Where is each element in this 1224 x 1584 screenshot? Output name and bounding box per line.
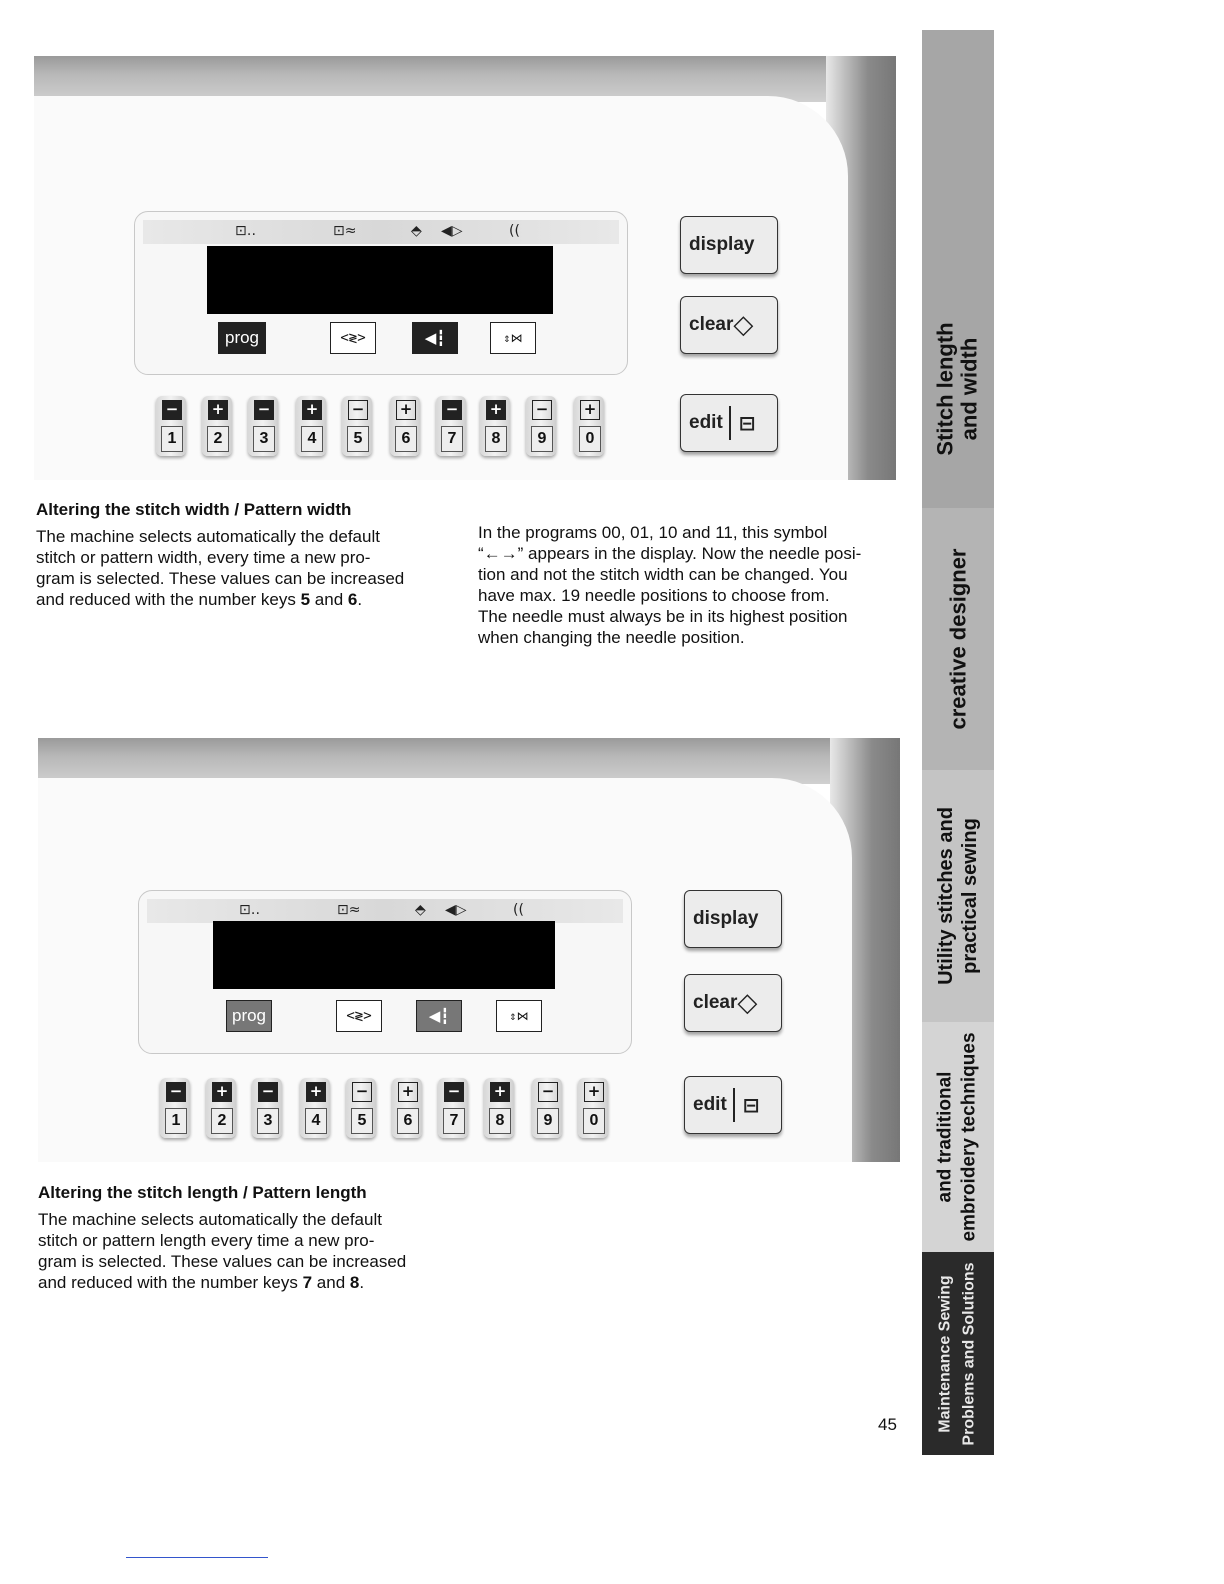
clear-key[interactable]: [680, 296, 778, 354]
clear-arrow-icon: ◇: [737, 988, 758, 1018]
mirror-key[interactable]: [336, 1000, 382, 1032]
control-panel-photo-1: [34, 56, 896, 480]
number-key-label: 5: [347, 426, 369, 452]
text-segment: .: [357, 590, 363, 609]
number-key-2[interactable]: [206, 1078, 236, 1138]
pattern-end-icon: ⇕⋈: [503, 331, 523, 345]
key-reference: 8: [349, 1273, 360, 1292]
edit-key[interactable]: [680, 394, 778, 452]
tab-embroidery-techniques[interactable]: [922, 1022, 994, 1252]
needle-shift-icon: ◀┇: [428, 1007, 450, 1025]
number-key-3[interactable]: [248, 396, 278, 456]
lcd-screen: [213, 921, 555, 989]
display-key[interactable]: [680, 216, 778, 274]
minus-icon: −: [352, 1082, 372, 1102]
number-key-4[interactable]: [300, 1078, 330, 1138]
edit-separator: [733, 1088, 735, 1122]
number-key-5[interactable]: [342, 396, 372, 456]
text-segment: and: [312, 1273, 350, 1292]
plus-icon: +: [584, 1082, 604, 1102]
number-key-0[interactable]: [578, 1078, 608, 1138]
number-key-label: 7: [441, 426, 463, 452]
speed-icon: ((: [509, 223, 520, 239]
needle-position-key[interactable]: [412, 322, 458, 354]
number-key-label: 5: [351, 1108, 373, 1134]
number-key-1[interactable]: [156, 396, 186, 456]
text-segment: and: [310, 590, 348, 609]
chapter-tabs: [922, 30, 994, 1455]
text-segment: .: [359, 1273, 365, 1292]
minus-icon: −: [166, 1082, 186, 1102]
plus-icon: +: [306, 1082, 326, 1102]
number-key-label: 4: [305, 1108, 327, 1134]
minus-icon: −: [444, 1082, 464, 1102]
tab-label-line: and width: [957, 337, 982, 441]
minus-icon: −: [538, 1082, 558, 1102]
number-key-label: 7: [443, 1108, 465, 1134]
tab-label: [946, 549, 970, 730]
tab-label-line: Utility stitches and: [935, 807, 957, 985]
minus-icon: −: [162, 400, 182, 420]
text-line: stitch or pattern width, every time a new pro-: [36, 548, 371, 567]
display-key[interactable]: [684, 890, 782, 948]
plus-icon: +: [302, 400, 322, 420]
number-key-8[interactable]: [480, 396, 510, 456]
lcd-frame: [138, 890, 632, 1054]
number-key-label: 8: [485, 426, 507, 452]
number-key-label: 1: [161, 426, 183, 452]
tab-label-line: Stitch length: [933, 322, 958, 456]
minus-icon: −: [442, 400, 462, 420]
number-key-7[interactable]: [438, 1078, 468, 1138]
text-line: tion and not the stitch width can be changed. You: [478, 565, 848, 584]
number-key-8[interactable]: [484, 1078, 514, 1138]
footer-rule: [126, 1557, 268, 1558]
sewing-machine-icon: ⊟: [742, 1093, 760, 1117]
text-line: The needle must always be in its highest position: [478, 607, 848, 626]
needle-position-icon: ◀▷: [441, 223, 463, 239]
prog-key-label: prog: [231, 1006, 267, 1025]
minus-icon: −: [254, 400, 274, 420]
stitch-width-icon: ⊡≈: [337, 902, 361, 918]
tab-label-line: Problems and Solutions: [961, 1261, 979, 1446]
text-line: when changing the needle position.: [478, 628, 745, 647]
number-key-1[interactable]: [160, 1078, 190, 1138]
needle-position-icon: ◀▷: [445, 902, 467, 918]
text-line: The machine selects automatically the default: [36, 527, 380, 546]
plus-icon: +: [398, 1082, 418, 1102]
number-key-label: 6: [397, 1108, 419, 1134]
number-key-label: 0: [583, 1108, 605, 1134]
edit-key-label: edit: [689, 412, 723, 433]
tab-label-line: and traditional: [935, 1071, 956, 1203]
status-icon-row: [143, 220, 619, 244]
section1-heading: Altering the stitch width / Pattern width: [36, 500, 352, 519]
text-line: gram is selected. These values can be increased: [38, 1252, 407, 1271]
plus-icon: +: [486, 400, 506, 420]
text-line: “←→” appears in the display. Now the needle posi-: [478, 544, 862, 563]
plus-icon: +: [208, 400, 228, 420]
plus-icon: +: [212, 1082, 232, 1102]
lcd-frame: [134, 211, 628, 375]
tab-label-line: creative designer: [945, 548, 971, 730]
stitch-length-icon: ⊡‥: [239, 902, 261, 918]
text-segment: and reduced with the number keys: [38, 1273, 303, 1292]
number-key-4[interactable]: [296, 396, 326, 456]
section2-paragraph: [38, 1209, 458, 1293]
display-key-label: display: [693, 908, 759, 929]
mirror-key[interactable]: [330, 322, 376, 354]
edit-key-label: edit: [693, 1094, 727, 1115]
control-panel-photo-2: [38, 738, 900, 1162]
key-reference: 7: [302, 1273, 313, 1292]
clear-key[interactable]: [684, 974, 782, 1032]
display-key-label: display: [689, 234, 755, 255]
number-key-label: 3: [253, 426, 275, 452]
number-key-label: 2: [207, 426, 229, 452]
status-icon-row: [147, 899, 623, 923]
number-key-7[interactable]: [436, 396, 466, 456]
minus-icon: −: [532, 400, 552, 420]
text-line: In the programs 00, 01, 10 and 11, this symbol: [478, 523, 828, 542]
edit-separator: [729, 406, 731, 440]
sewing-machine-icon: ⊟: [738, 411, 756, 435]
tab-label: [934, 807, 982, 985]
tab-label-line: practical sewing: [959, 818, 981, 974]
text-line: [36, 589, 456, 610]
clear-key-label: clear: [689, 314, 734, 335]
text-line: The machine selects automatically the default: [38, 1210, 382, 1229]
section1-right-paragraph: [478, 522, 908, 648]
edit-key[interactable]: [684, 1076, 782, 1134]
number-key-label: 4: [301, 426, 323, 452]
tab-label-line: embroidery techniques: [959, 1032, 980, 1242]
number-key-label: 3: [257, 1108, 279, 1134]
needle-stop-icon: ⬘: [411, 223, 422, 239]
number-key-9[interactable]: [526, 396, 556, 456]
text-line: [38, 1272, 458, 1293]
clear-key-label: clear: [693, 992, 738, 1013]
number-key-label: 9: [531, 426, 553, 452]
number-key-label: 2: [211, 1108, 233, 1134]
number-key-6[interactable]: [392, 1078, 422, 1138]
tab-label: [934, 322, 982, 455]
number-key-5[interactable]: [346, 1078, 376, 1138]
needle-stop-icon: ⬘: [415, 902, 426, 918]
number-key-2[interactable]: [202, 396, 232, 456]
tab-maintenance[interactable]: [922, 1252, 994, 1455]
number-key-label: 1: [165, 1108, 187, 1134]
needle-position-key[interactable]: [416, 1000, 462, 1032]
number-key-3[interactable]: [252, 1078, 282, 1138]
section1-left-paragraph: [36, 526, 456, 610]
tab-label-line: Maintenance Sewing: [937, 1274, 955, 1433]
stitch-length-icon: ⊡‥: [235, 223, 257, 239]
minus-icon: −: [348, 400, 368, 420]
text-segment: and reduced with the number keys: [36, 590, 301, 609]
pattern-end-key[interactable]: [496, 1000, 542, 1032]
mirror-icon: <≷>: [346, 1008, 372, 1024]
plus-icon: +: [580, 400, 600, 420]
speed-icon: ((: [513, 902, 524, 918]
tab-label: [934, 1262, 982, 1445]
pattern-end-key[interactable]: [490, 322, 536, 354]
needle-shift-icon: ◀┇: [424, 329, 446, 347]
number-key-label: 9: [537, 1108, 559, 1134]
number-key-0[interactable]: [574, 396, 604, 456]
tab-creative-designer[interactable]: [922, 508, 994, 770]
number-key-6[interactable]: [390, 396, 420, 456]
key-reference: 5: [300, 590, 311, 609]
pattern-end-icon: ⇕⋈: [509, 1009, 529, 1023]
mirror-icon: <≷>: [340, 330, 366, 346]
text-line: stitch or pattern length every time a new pro-: [38, 1231, 375, 1250]
prog-key[interactable]: [218, 322, 266, 354]
text-line: have max. 19 needle positions to choose from.: [478, 586, 830, 605]
tab-label: [934, 1032, 982, 1241]
tab-stitch-length-width[interactable]: [922, 30, 994, 508]
stitch-width-icon: ⊡≈: [333, 223, 357, 239]
number-key-label: 8: [489, 1108, 511, 1134]
tab-utility-stitches[interactable]: [922, 770, 994, 1022]
lcd-screen: [207, 246, 553, 314]
section2-heading: Altering the stitch length / Pattern length: [38, 1183, 367, 1202]
key-reference: 6: [347, 590, 358, 609]
number-key-9[interactable]: [532, 1078, 562, 1138]
text-line: gram is selected. These values can be increased: [36, 569, 405, 588]
prog-key-label: prog: [224, 328, 260, 347]
prog-key[interactable]: [226, 1000, 272, 1032]
plus-icon: +: [396, 400, 416, 420]
clear-arrow-icon: ◇: [733, 310, 754, 340]
page-number: 45: [878, 1415, 897, 1434]
number-key-label: 6: [395, 426, 417, 452]
minus-icon: −: [258, 1082, 278, 1102]
number-key-label: 0: [579, 426, 601, 452]
plus-icon: +: [490, 1082, 510, 1102]
